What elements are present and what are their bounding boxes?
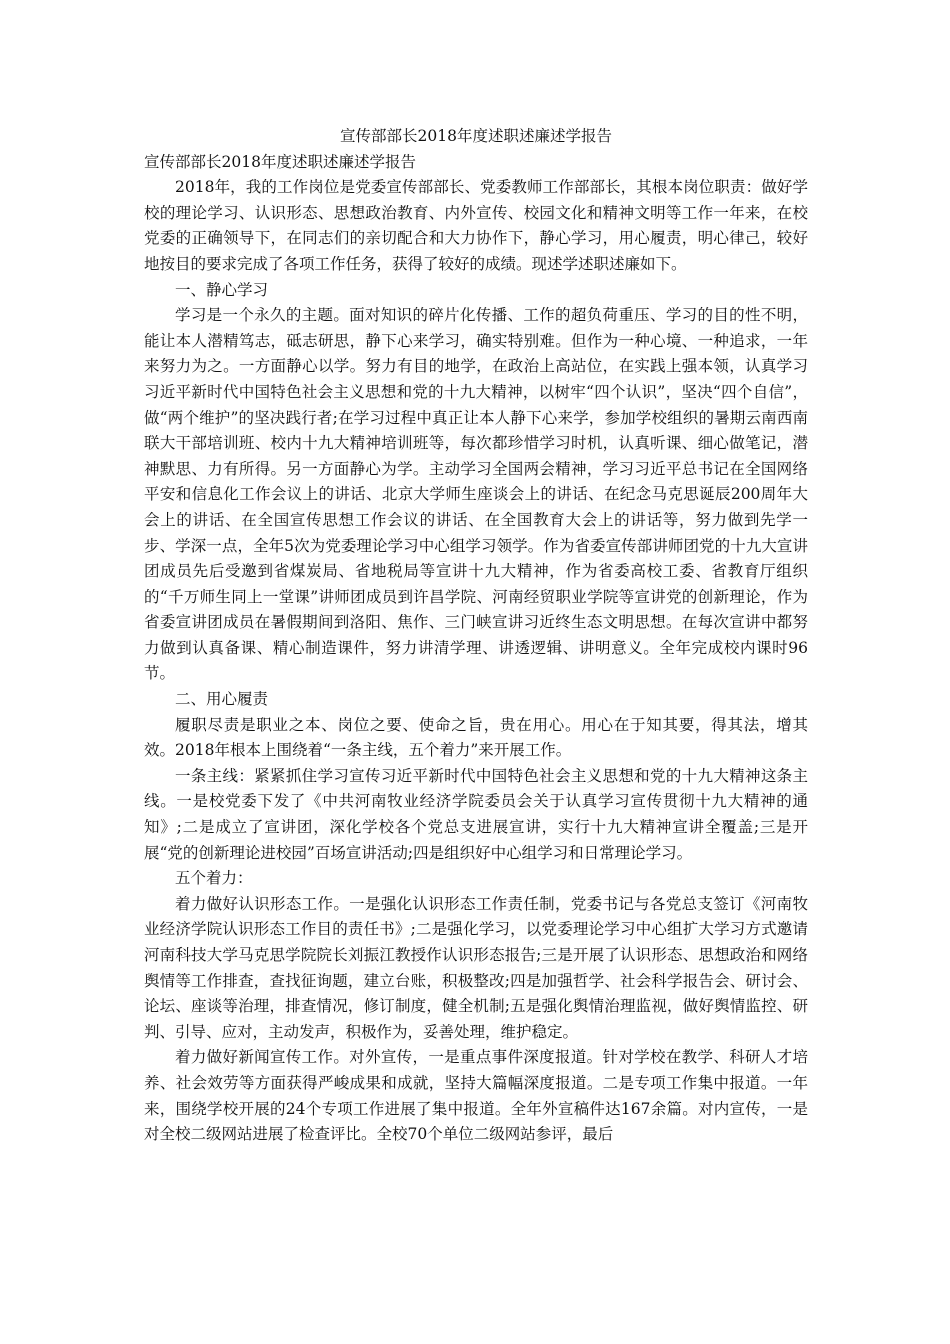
ideology-work-paragraph: 着力做好认识形态工作。一是强化认识形态工作责任制，党委书记与各党总支签订《河南牧业经济学院认识形态工作目的责任书》;二是强化学习，以党委理论学习中心组扩大学习方式邀请河南科技大学马克思学院院长刘振江教授作认识形态报告;三是开展了认识形态、思想政治和网络舆情等工作排查，查找征询题，建立台账，积极整改;四是加强哲学、社会科学报告会、研讨会、论坛、座谈等治理，排查情况，修订制度，健全机制;五是强化舆情治理监视，做好舆情监控、研判、引导、应对，主动发声，积极作为，妥善处理，维护稳定。 (144, 894, 808, 1041)
section-heading-duty: 二、用心履责 (175, 690, 269, 709)
mainline-paragraph: 一条主线：紧紧抓住学习宣传习近平新时代中国特色社会主义思想和党的十九大精神这条主线。一是校党委下发了《中共河南牧业经济学院委员会关于认真学习宣传贯彻十九大精神的通知》;二是成立了宣讲团，深化学校各个党总支进展宣讲，实行十九大精神宣讲全覆盖;三是开展“党的创新理论进校园”百场宣讲活动;四是组织好中心组学习和日常理论学习。 (144, 766, 808, 862)
section-duty-paragraph: 履职尽责是职业之本、岗位之要、使命之旨，贵在用心。用心在于知其要，得其法，增其效。2018年根本上围绕着“一条主线，五个着力”来开展工作。 (144, 715, 808, 760)
document-title: 宣传部部长2018年度述职述廉述学报告 (340, 127, 612, 145)
intro-paragraph: 2018年，我的工作岗位是党委宣传部部长、党委教师工作部部长，其根本岗位职责：做好学校的理论学习、认识形态、思想政治教育、内外宣传、校园文化和精神文明等工作一年来，在校党委的正确领导下，在同志们的亲切配合和大力协作下，静心学习，用心履责，明心律己，较好地按目的要求完成了各项工作任务，获得了较好的成绩。现述学述职述廉如下。 (144, 178, 808, 273)
document-subtitle: 宣传部部长2018年度述职述廉述学报告 (144, 152, 416, 171)
five-efforts-heading: 五个着力： (175, 869, 253, 888)
section-heading-study: 一、静心学习 (175, 280, 269, 299)
section-study-paragraph: 学习是一个永久的主题。面对知识的碎片化传播、工作的超负荷重压、学习的目的性不明，能让本人潜精笃志，砥志研思，静下心来学习，确实特别难。但作为一种心境、一种追求，一年来努力为之。一方面静心以学。努力有目的地学，在政治上高站位，在实践上强本领，认真学习习近平新时代中国特色社会主义思想和党的十九大精神，以树牢“四个认识”，坚决“四个自信”，做“两个维护”的坚决践行者;在学习过程中真正让本人静下心来学，参加学校组织的暑期云南西南联大干部培训班、校内十九大精神培训班等，每次都珍惜学习时机，认真听课、细心做笔记，潜神默思、力有所得。另一方面静心为学。主动学习全国两会精神，学习习近平总书记在全国网络平安和信息化工作会议上的讲话、北京大学师生座谈会上的讲话、在纪念马克思诞辰200周年大会上的讲话、在全国宣传思想工作会议的讲话、在全国教育大会上的讲话等，努力做到先学一步、学深一点，全年5次为党委理论学习中心组学习领学。作为省委宣传部讲师团党的十九大宣讲团成员先后受邀到省煤炭局、省地税局等宣讲十九大精神，作为省委高校工委、省教育厅组织的“千万师生同上一堂课”讲师团成员到许昌学院、河南经贸职业学院等宣讲党的创新理论，作为省委宣讲团成员在暑假期间到洛阳、焦作、三门峡宣讲习近终生态文明思想。在每次宣讲中都努力做到认真备课、精心制造课件，努力讲清学理、讲透逻辑、讲明意义。全年完成校内课时96节。 (144, 306, 808, 683)
news-publicity-paragraph: 着力做好新闻宣传工作。对外宣传，一是重点事件深度报道。针对学校在教学、科研人才培养、社会效劳等方面获得严峻成果和成就，坚持大篇幅深度报道。二是专项工作集中报道。一年来，围绕学校开展的24个专项工作进展了集中报道。全年外宣稿件达167余篇。对内宣传，一是对全校二级网站进展了检查评比。全校70个单位二级网站参评，最后 (144, 1048, 808, 1144)
document-page (144, 124, 808, 1148)
